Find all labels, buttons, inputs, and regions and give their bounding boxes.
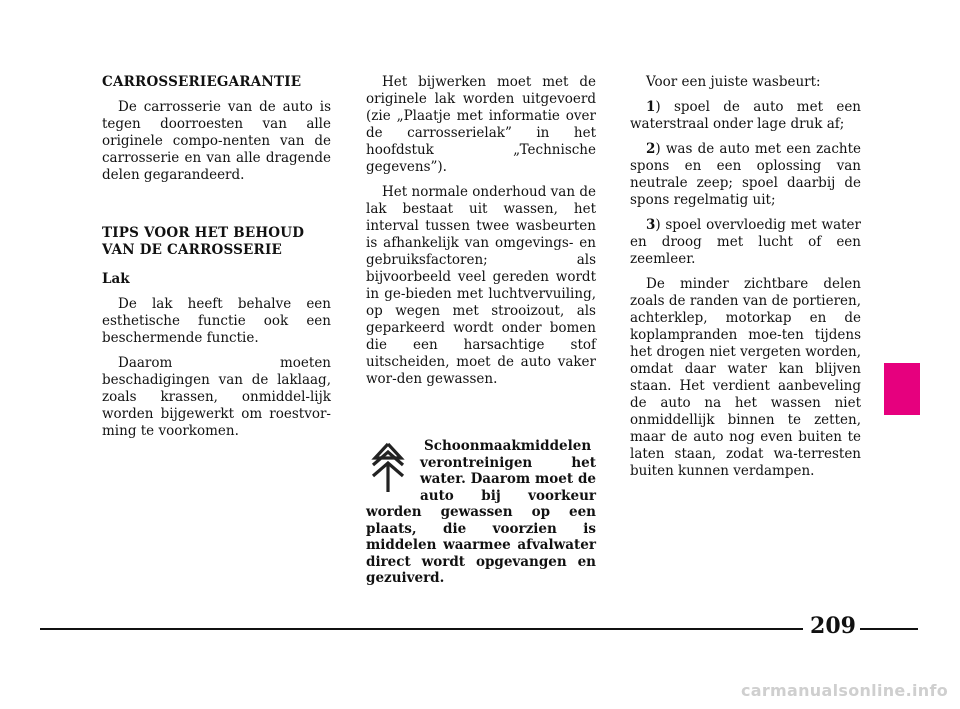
warning-text: Schoonmaakmiddelen verontreinigen het water. Daarom moet de auto bij voorkeur worden gewassen op een plaats, die voorzien is middelen waarmee afvalwater direct wordt opgevangen en gezuiverd. bbox=[366, 438, 596, 586]
column-right bbox=[630, 74, 861, 488]
section-tab-marker bbox=[884, 363, 920, 415]
watermark: carmanualsonline.info bbox=[740, 681, 948, 700]
column-middle bbox=[366, 74, 596, 587]
step-2-text: ) was de auto met een zachte spons en een oplossing van neutrale zeep; spoel daarbij de spons regelmatig uit; bbox=[630, 141, 861, 208]
step-2 bbox=[630, 141, 861, 209]
step-3 bbox=[630, 217, 861, 268]
heading-warranty: CARROSSERIEGARANTIE bbox=[102, 74, 302, 90]
paragraph-warranty: De carrosserie van de auto is tegen doorroesten van alle originele compo-nenten van de carrosserie en van alle dragende delen gegarandeerd. bbox=[102, 99, 331, 183]
heading-tips-line1: TIPS VOOR HET BEHOUD bbox=[102, 225, 305, 241]
paragraph-hidden-parts: De minder zichtbare delen zoals de randen van de portieren, achterklep, motorkap en de koplampranden moe-ten tijdens het drogen niet vergeten worden, omdat daar water kan blijven staan. Het verdient aanbeveling de auto na het wassen niet onmiddellijk binnen te zetten, maar de auto nog even buiten te laten staan, zodat wa-terresten buiten kunnen verdampen. bbox=[630, 276, 861, 479]
page-number: 209 bbox=[810, 613, 856, 639]
subheading-lak: Lak bbox=[102, 271, 130, 287]
paragraph-touchup: Het bijwerken moet met de originele lak worden uitgevoerd (zie „Plaatje met informatie over de carrosserielak” in het hoofdstuk „Technische gegevens”). bbox=[366, 74, 596, 175]
step-1 bbox=[630, 99, 861, 133]
step-1-text: ) spoel de auto met een waterstraal onder lage druk af; bbox=[630, 99, 861, 132]
environment-warning bbox=[366, 438, 596, 587]
step-2-number: 2 bbox=[646, 141, 656, 157]
paragraph-maintenance: Het normale onderhoud van de lak bestaat uit wassen, het interval tussen twee wasbeurten is afhankelijk van omgevings- en gebruiksfactoren; als bijvoorbeeld veel gereden wordt in ge-bieden met luchtvervuiling, op wegen met strooizout, als geparkeerd wordt onder bomen die een harsachtige stof uitscheiden, moet de auto vaker wor-den gewassen. bbox=[366, 184, 596, 387]
step-3-text: ) spoel overvloedig met water en droog met lucht of een zeemleer. bbox=[630, 217, 861, 267]
paragraph-lak-1: De lak heeft behalve een esthetische functie ook een beschermende functie. bbox=[102, 296, 331, 346]
paragraph-intro: Voor een juiste wasbeurt: bbox=[646, 74, 821, 90]
footer-rule-right bbox=[860, 628, 918, 630]
column-left bbox=[102, 74, 331, 448]
step-1-number: 1 bbox=[646, 99, 656, 115]
step-3-number: 3 bbox=[646, 217, 656, 233]
heading-tips-line2: VAN DE CARROSSERIE bbox=[102, 242, 282, 258]
footer-rule-left bbox=[40, 628, 803, 630]
environment-warning-icon bbox=[366, 439, 410, 497]
paragraph-lak-2: Daarom moeten beschadigingen van de laklaag, zoals krassen, onmiddel-lijk worden bijgewerkt om roestvor-ming te voorkomen. bbox=[102, 355, 331, 439]
